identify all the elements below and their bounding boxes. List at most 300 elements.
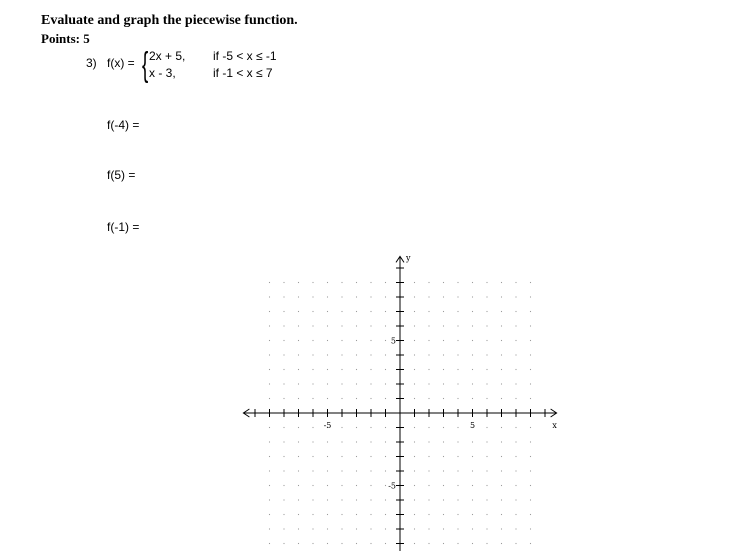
grid-dot <box>457 369 458 370</box>
grid-dot <box>515 514 516 515</box>
grid-dot <box>327 543 328 544</box>
grid-dot <box>472 470 473 471</box>
grid-dot <box>283 398 284 399</box>
points-label: Points: 5 <box>41 31 90 46</box>
grid-dot <box>356 514 357 515</box>
grid-dot <box>327 514 328 515</box>
grid-dot <box>341 398 342 399</box>
grid-dot <box>472 485 473 486</box>
grid-dot <box>486 398 487 399</box>
grid-dot <box>472 340 473 341</box>
grid-dot <box>370 398 371 399</box>
grid-dot <box>428 485 429 486</box>
grid-dot <box>428 427 429 428</box>
grid-dot <box>283 543 284 544</box>
grid-dot <box>283 528 284 529</box>
grid-dot <box>312 296 313 297</box>
grid-dot <box>530 441 531 442</box>
grid-dot <box>298 340 299 341</box>
grid-dot <box>486 311 487 312</box>
grid-dot <box>457 427 458 428</box>
grid-dot <box>443 325 444 326</box>
grid-dot <box>283 296 284 297</box>
instructions-title: Evaluate and graph the piecewise function. <box>41 13 298 28</box>
y-tick-label-5: 5 <box>390 336 396 346</box>
grid-dot <box>283 369 284 370</box>
grid-dot <box>341 311 342 312</box>
grid-dot <box>327 311 328 312</box>
grid-dot <box>530 296 531 297</box>
grid-dot <box>414 528 415 529</box>
grid-dot <box>530 470 531 471</box>
grid-dot <box>472 296 473 297</box>
grid-dot <box>269 354 270 355</box>
grid-dot <box>370 470 371 471</box>
grid-dot <box>501 325 502 326</box>
grid-dot <box>370 340 371 341</box>
case-2-expression: x - 3, <box>149 66 176 80</box>
grid-dot <box>501 354 502 355</box>
grid-dot <box>414 398 415 399</box>
problem-number: 3) <box>86 56 97 70</box>
grid-dot <box>341 354 342 355</box>
grid-dot <box>283 325 284 326</box>
grid-dot <box>472 282 473 283</box>
grid-dot <box>283 499 284 500</box>
grid-dot <box>457 296 458 297</box>
grid-dot <box>443 528 444 529</box>
grid-dot <box>457 354 458 355</box>
grid-dot <box>312 470 313 471</box>
grid-dot <box>515 456 516 457</box>
grid-dot <box>370 514 371 515</box>
grid-dot <box>385 311 386 312</box>
grid-dot <box>370 441 371 442</box>
grid-dot <box>298 514 299 515</box>
grid-dot <box>327 499 328 500</box>
grid-dot <box>414 543 415 544</box>
grid-dot <box>269 340 270 341</box>
grid-dot <box>341 499 342 500</box>
grid-dot <box>385 383 386 384</box>
grid-dot <box>486 383 487 384</box>
grid-dot <box>414 354 415 355</box>
grid-dot <box>298 528 299 529</box>
grid-dot <box>472 311 473 312</box>
grid-dot <box>501 528 502 529</box>
grid-dot <box>515 427 516 428</box>
grid-dot <box>283 427 284 428</box>
grid-dot <box>370 354 371 355</box>
grid-dot <box>341 441 342 442</box>
grid-dot <box>515 354 516 355</box>
grid-dot <box>283 514 284 515</box>
grid-dot <box>530 383 531 384</box>
grid-dot <box>486 528 487 529</box>
grid-dot <box>341 514 342 515</box>
grid-dot <box>356 470 357 471</box>
grid-dot <box>515 398 516 399</box>
grid-dot <box>341 369 342 370</box>
grid-dot <box>356 427 357 428</box>
grid-dot <box>428 296 429 297</box>
grid-dot <box>472 456 473 457</box>
grid-dot <box>428 499 429 500</box>
grid-dot <box>385 456 386 457</box>
grid-dot <box>428 311 429 312</box>
grid-dot <box>414 340 415 341</box>
grid-dot <box>486 354 487 355</box>
grid-dot <box>269 369 270 370</box>
grid-dot <box>530 325 531 326</box>
grid-dot <box>312 369 313 370</box>
grid-dot <box>269 325 270 326</box>
grid-dot <box>341 340 342 341</box>
grid-dot <box>283 456 284 457</box>
grid-dot <box>443 296 444 297</box>
grid-dot <box>428 456 429 457</box>
grid-dot <box>457 398 458 399</box>
grid-dot <box>283 354 284 355</box>
grid-dot <box>356 383 357 384</box>
grid-dot <box>515 282 516 283</box>
grid-dot <box>428 470 429 471</box>
grid-dot <box>356 398 357 399</box>
grid-dot <box>370 369 371 370</box>
grid-dot <box>341 485 342 486</box>
grid-dot <box>312 340 313 341</box>
grid-dot <box>283 383 284 384</box>
grid-dot <box>414 499 415 500</box>
grid-dot <box>269 499 270 500</box>
grid-dot <box>428 514 429 515</box>
grid-dot <box>501 369 502 370</box>
grid-dot <box>443 427 444 428</box>
grid-dot <box>457 441 458 442</box>
piecewise-brace: { <box>142 46 149 84</box>
question-f-neg4: f(-4) = <box>107 118 140 132</box>
grid-dot <box>428 369 429 370</box>
y-tick-label-neg5: -5 <box>388 481 396 491</box>
grid-dot <box>428 325 429 326</box>
grid-dot <box>312 528 313 529</box>
grid-dot <box>501 543 502 544</box>
grid-dot <box>501 282 502 283</box>
grid-dot <box>298 499 299 500</box>
grid-dot <box>486 369 487 370</box>
grid-dot <box>356 441 357 442</box>
grid-dot <box>269 514 270 515</box>
grid-dot <box>457 499 458 500</box>
grid-dot <box>472 499 473 500</box>
grid-dot <box>530 354 531 355</box>
grid-dot <box>298 354 299 355</box>
grid-dot <box>370 282 371 283</box>
grid-dot <box>414 282 415 283</box>
grid-dot <box>312 514 313 515</box>
grid-dot <box>428 340 429 341</box>
grid-dot <box>298 543 299 544</box>
grid-dot <box>443 383 444 384</box>
grid-dot <box>443 311 444 312</box>
grid-dot <box>312 427 313 428</box>
grid-dot <box>515 340 516 341</box>
grid-dot <box>457 325 458 326</box>
grid-dot <box>385 398 386 399</box>
grid-dot <box>443 398 444 399</box>
grid-dot <box>486 456 487 457</box>
grid-dot <box>457 485 458 486</box>
grid-dot <box>327 383 328 384</box>
grid-dot <box>457 456 458 457</box>
grid-dot <box>327 282 328 283</box>
grid-dot <box>356 282 357 283</box>
grid-dot <box>443 470 444 471</box>
grid-dot <box>298 296 299 297</box>
grid-dot <box>356 369 357 370</box>
grid-dot <box>298 325 299 326</box>
grid-dot <box>298 398 299 399</box>
grid-dot <box>385 340 386 341</box>
grid-dot <box>414 470 415 471</box>
grid-dot <box>443 369 444 370</box>
grid-dot <box>515 441 516 442</box>
grid-dot <box>414 427 415 428</box>
grid-dot <box>486 427 487 428</box>
grid-dot <box>283 485 284 486</box>
grid-dot <box>472 369 473 370</box>
grid-dot <box>443 485 444 486</box>
grid-dot <box>385 485 386 486</box>
grid-dot <box>515 369 516 370</box>
grid-dot <box>370 499 371 500</box>
grid-dot <box>385 514 386 515</box>
grid-dot <box>269 427 270 428</box>
grid-dot <box>457 543 458 544</box>
grid-dot <box>486 499 487 500</box>
grid-dot <box>385 543 386 544</box>
grid-dot <box>501 514 502 515</box>
grid-dot <box>486 543 487 544</box>
grid-dot <box>443 354 444 355</box>
grid-dot <box>356 543 357 544</box>
grid-dot <box>298 456 299 457</box>
grid-dot <box>530 369 531 370</box>
grid-dot <box>515 543 516 544</box>
function-lhs: f(x) = <box>107 56 135 70</box>
grid-dot <box>370 427 371 428</box>
grid-dot <box>356 499 357 500</box>
grid-dot <box>501 470 502 471</box>
grid-dot <box>385 441 386 442</box>
grid-dot <box>486 296 487 297</box>
grid-dot <box>269 528 270 529</box>
grid-dot <box>486 325 487 326</box>
grid-dot <box>269 485 270 486</box>
grid-dot <box>312 499 313 500</box>
grid-dot <box>269 311 270 312</box>
grid-dot <box>370 456 371 457</box>
grid-dot <box>283 282 284 283</box>
grid-dot <box>515 470 516 471</box>
grid-dot <box>312 456 313 457</box>
grid-dot <box>457 528 458 529</box>
grid-dot <box>530 543 531 544</box>
grid-dot <box>530 311 531 312</box>
grid-dot <box>356 325 357 326</box>
grid-dot <box>472 325 473 326</box>
grid-dot <box>501 296 502 297</box>
grid-dot <box>327 441 328 442</box>
grid-dot <box>356 296 357 297</box>
grid-dot <box>486 485 487 486</box>
grid-dot <box>486 340 487 341</box>
grid-dot <box>515 296 516 297</box>
grid-dot <box>414 456 415 457</box>
grid-dot <box>457 340 458 341</box>
grid-dot <box>341 528 342 529</box>
grid-dot <box>356 485 357 486</box>
grid-dot <box>312 325 313 326</box>
x-tick-label-5: 5 <box>469 421 476 430</box>
grid-dot <box>298 369 299 370</box>
grid-dot <box>515 485 516 486</box>
grid-dot <box>370 383 371 384</box>
grid-dot <box>385 296 386 297</box>
grid-dot <box>341 456 342 457</box>
grid-dot <box>414 369 415 370</box>
grid-dot <box>486 470 487 471</box>
grid-dot <box>515 383 516 384</box>
grid-dot <box>472 543 473 544</box>
grid-dot <box>298 311 299 312</box>
grid-dot <box>327 470 328 471</box>
grid-dot <box>414 514 415 515</box>
grid-dot <box>530 398 531 399</box>
grid-dot <box>283 441 284 442</box>
grid-dot <box>414 485 415 486</box>
grid-dot <box>428 383 429 384</box>
grid-dot <box>298 485 299 486</box>
grid-dot <box>530 340 531 341</box>
grid-dot <box>356 354 357 355</box>
case-1-expression: 2x + 5, <box>149 49 186 63</box>
grid-dot <box>385 325 386 326</box>
grid-dot <box>341 383 342 384</box>
grid-dot <box>269 470 270 471</box>
grid-dot <box>312 485 313 486</box>
grid-dot <box>312 282 313 283</box>
grid-dot <box>283 340 284 341</box>
grid-dot <box>327 528 328 529</box>
grid-dot <box>486 282 487 283</box>
grid-dot <box>356 340 357 341</box>
grid-dot <box>356 528 357 529</box>
grid-dot <box>414 383 415 384</box>
grid-dot <box>428 398 429 399</box>
grid-dot <box>312 383 313 384</box>
grid-dot <box>283 311 284 312</box>
grid-dot <box>356 456 357 457</box>
grid-dot <box>327 456 328 457</box>
grid-dot <box>269 296 270 297</box>
grid-dot <box>443 499 444 500</box>
grid-dot <box>457 311 458 312</box>
grid-dot <box>443 282 444 283</box>
grid-dot <box>269 543 270 544</box>
grid-dot <box>370 296 371 297</box>
grid-dot <box>428 354 429 355</box>
grid-dot <box>298 383 299 384</box>
grid-dot <box>385 470 386 471</box>
grid-dot <box>530 427 531 428</box>
grid-dot <box>414 325 415 326</box>
grid-dot <box>501 441 502 442</box>
grid-dot <box>269 398 270 399</box>
grid-dot <box>341 543 342 544</box>
grid-dot <box>472 398 473 399</box>
grid-dot <box>298 470 299 471</box>
grid-dot <box>428 543 429 544</box>
grid-dot <box>486 441 487 442</box>
x-tick-label-neg5: -5 <box>323 421 332 430</box>
grid-dot <box>370 528 371 529</box>
grid-dot <box>312 354 313 355</box>
grid-dot <box>385 282 386 283</box>
grid-dot <box>501 499 502 500</box>
grid-dot <box>283 470 284 471</box>
grid-dot <box>486 514 487 515</box>
grid-dot <box>327 369 328 370</box>
grid-dot <box>385 528 386 529</box>
grid-dot <box>501 485 502 486</box>
grid-dot <box>269 441 270 442</box>
grid-dot <box>443 514 444 515</box>
grid-dot <box>443 543 444 544</box>
grid-dot <box>341 296 342 297</box>
grid-dot <box>312 543 313 544</box>
grid-dot <box>530 282 531 283</box>
case-1-condition: if -5 < x ≤ -1 <box>213 49 277 63</box>
grid-dot <box>515 528 516 529</box>
grid-dot <box>457 282 458 283</box>
grid-dot <box>457 470 458 471</box>
grid-dot <box>327 340 328 341</box>
grid-dot <box>472 514 473 515</box>
grid-dot <box>312 398 313 399</box>
grid-dot <box>356 311 357 312</box>
grid-dot <box>298 427 299 428</box>
grid-dot <box>327 485 328 486</box>
grid-dot <box>269 456 270 457</box>
grid-dot <box>472 354 473 355</box>
grid-dot <box>457 514 458 515</box>
grid-dot <box>428 441 429 442</box>
grid-dot <box>501 427 502 428</box>
grid-dot <box>501 456 502 457</box>
grid-dot <box>370 543 371 544</box>
grid-dot <box>327 398 328 399</box>
grid-dot <box>312 311 313 312</box>
grid-dot <box>370 325 371 326</box>
grid-dot <box>385 369 386 370</box>
grid-dot <box>269 383 270 384</box>
grid-dot <box>312 441 313 442</box>
grid-dot <box>472 383 473 384</box>
grid-dot <box>530 485 531 486</box>
question-f-neg1: f(-1) = <box>107 220 140 234</box>
grid-dot <box>501 398 502 399</box>
